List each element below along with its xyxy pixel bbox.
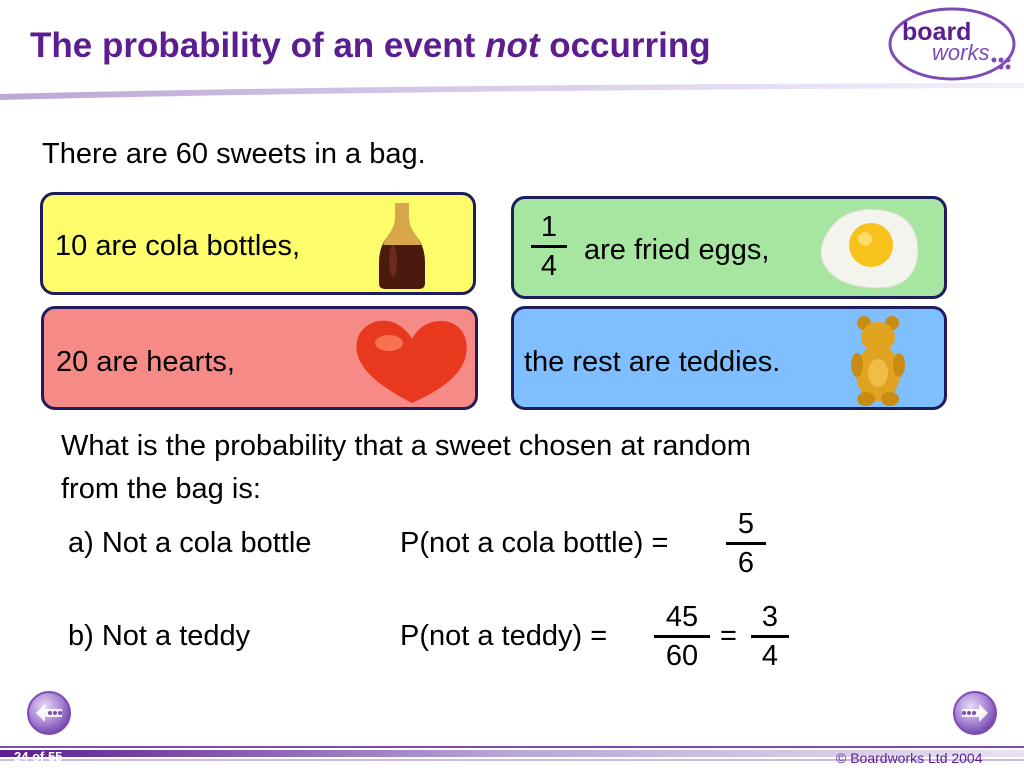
answer-b-numerator-2: 3 [761, 601, 779, 633]
answer-a-label: a) Not a cola bottle [68, 527, 312, 559]
eggs-fraction [531, 211, 567, 282]
cola-card-text: 10 are cola bottles, [55, 230, 301, 262]
eggs-fraction-numerator: 1 [540, 211, 558, 243]
copyright-text: © Boardworks Ltd 2004 [836, 750, 983, 766]
next-arrow-icon [952, 690, 998, 736]
question-line-2: from the bag is: [61, 473, 261, 505]
fraction-bar [751, 635, 789, 638]
teddy-bear-icon [848, 313, 908, 407]
answer-b-numerator-1: 45 [665, 601, 699, 633]
teddies-card [511, 306, 947, 410]
answer-b-fraction-2 [751, 601, 789, 672]
teddies-card-text: the rest are teddies. [524, 346, 781, 378]
intro-text: There are 60 sweets in a bag. [42, 138, 426, 170]
eggs-fraction-denominator: 4 [540, 250, 558, 282]
boardworks-logo [886, 6, 1018, 82]
logo-text-works: works [932, 40, 990, 65]
next-slide-button[interactable] [952, 690, 998, 736]
title-prefix: The probability of an event [30, 26, 486, 65]
previous-slide-button[interactable] [26, 690, 72, 736]
page-title [30, 26, 711, 66]
answer-a-fraction [726, 508, 766, 579]
fraction-bar [531, 245, 567, 248]
answer-b-denominator-1: 60 [665, 640, 699, 672]
heart-sweet-icon [349, 315, 475, 407]
answer-a-numerator: 5 [737, 508, 755, 540]
logo-dots-icon [990, 56, 1012, 72]
cola-card [40, 192, 476, 295]
title-emphasis: not [485, 26, 540, 65]
eggs-card [511, 196, 947, 299]
eggs-card-text: are fried eggs, [584, 234, 770, 266]
hearts-card-text: 20 are hearts, [56, 346, 235, 378]
answer-b-label: b) Not a teddy [68, 620, 251, 652]
previous-arrow-icon [26, 690, 72, 736]
question-line-1: What is the probability that a sweet chosen at random [61, 430, 751, 462]
answer-b-equals: = [720, 620, 737, 652]
answer-b-fraction-1 [654, 601, 710, 672]
slide-counter: 24 of 55 [14, 749, 63, 764]
fried-egg-icon [819, 205, 919, 291]
title-suffix: occurring [539, 26, 711, 65]
title-underline [0, 80, 1024, 104]
answer-b-denominator-2: 4 [761, 640, 779, 672]
answer-a-expression: P(not a cola bottle) = [400, 527, 669, 559]
footer-rule-top [0, 746, 1024, 748]
logo-text-board: board [902, 18, 972, 46]
hearts-card [41, 306, 478, 410]
fraction-bar [726, 542, 766, 545]
fraction-bar [654, 635, 710, 638]
answer-a-denominator: 6 [737, 547, 755, 579]
cola-bottle-icon [373, 199, 431, 291]
answer-b-expression: P(not a teddy) = [400, 620, 608, 652]
